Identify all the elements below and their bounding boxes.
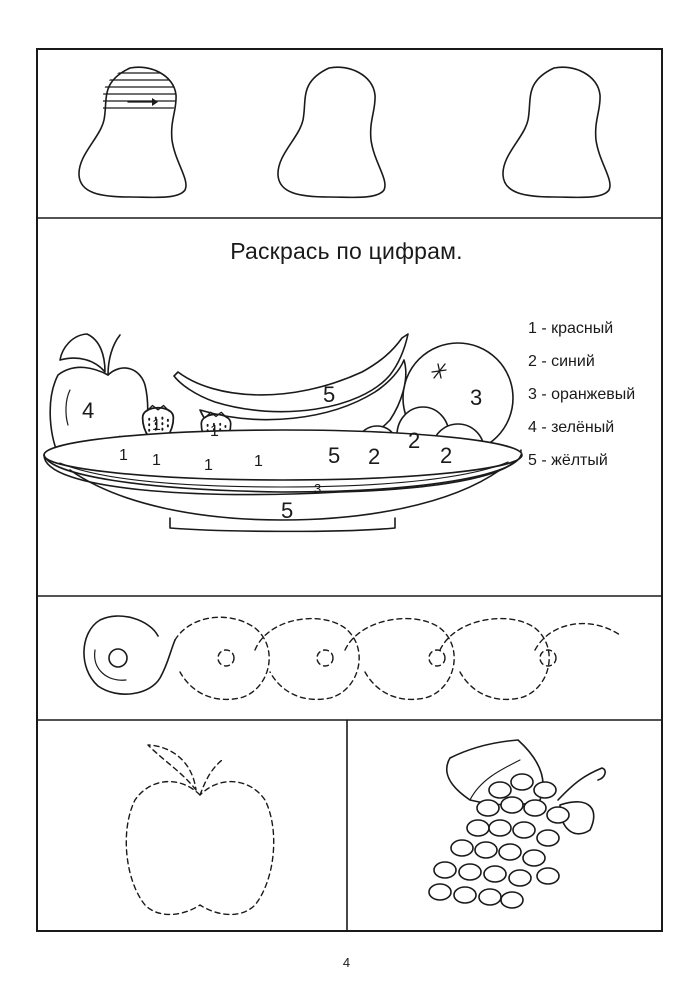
dashed-apple	[126, 745, 273, 914]
page-number: 4	[342, 955, 351, 970]
plum-number-2: 2	[408, 428, 421, 453]
pear-outline	[503, 67, 610, 197]
legend-item: 5 - жёлтый	[528, 452, 608, 469]
bowl-number: 5	[281, 498, 294, 523]
legend-item: 4 - зелёный	[528, 419, 615, 436]
fruit-bowl-picture	[44, 334, 522, 531]
banana-number-bottom: 5	[328, 443, 341, 468]
arrow-icon	[128, 98, 158, 106]
plum-number-3: 2	[440, 443, 453, 468]
pear-with-stripes	[79, 67, 186, 197]
strawberry-number: 1	[119, 447, 128, 464]
apple-number: 4	[82, 398, 95, 423]
strawberry-number: 1	[152, 452, 161, 469]
plum-number-1: 2	[368, 444, 381, 469]
banana-number-top: 5	[323, 382, 336, 407]
bowl-rim-number: 3	[314, 481, 322, 496]
strawberry-number: 1	[204, 457, 213, 474]
orange-number: 3	[470, 385, 483, 410]
strawberry-number: 1	[210, 423, 219, 440]
legend-item: 1 - красный	[528, 320, 614, 337]
color-legend	[528, 312, 635, 477]
grapes	[429, 740, 605, 908]
worksheet-title: Раскрась по цифрам.	[230, 238, 463, 264]
strawberry-number: 1	[254, 453, 263, 470]
pear-outline	[278, 67, 385, 197]
legend-item: 3 - оранжевый	[528, 386, 636, 403]
swirl-tracing	[84, 616, 620, 699]
legend-item: 2 - синий	[528, 353, 595, 370]
strawberry-number: 1	[152, 417, 161, 434]
